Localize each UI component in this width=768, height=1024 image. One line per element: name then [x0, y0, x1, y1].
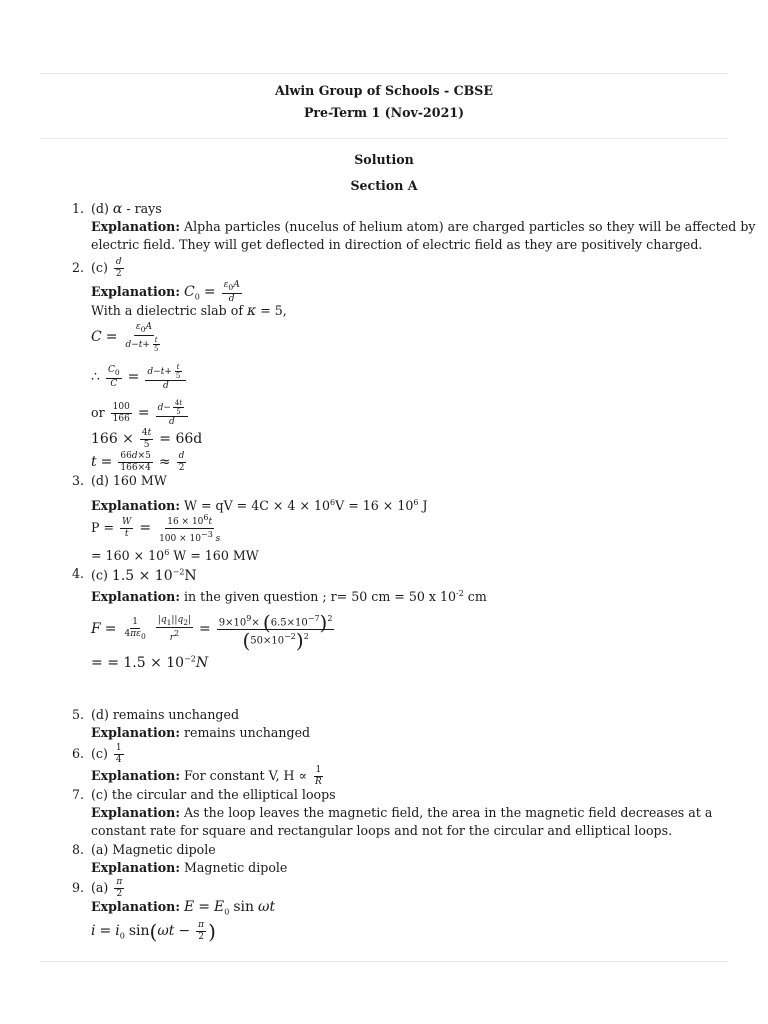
q8-explanation: Explanation: Magnetic dipole — [91, 860, 288, 875]
q2-dielectric-line: With a dielectric slab of κ = 5, — [91, 303, 287, 319]
q4-answer: (c) $1.5 \times 10^{-2}N$ — [91, 567, 197, 584]
q5-number: 5. — [71, 707, 84, 722]
q2-answer: (c) $\frac{d}{2}$ — [91, 257, 122, 279]
q4-number: 4. — [71, 566, 84, 581]
q9-answer: (a) $\frac{\pi}{2}$ — [91, 877, 123, 899]
header-rule — [40, 138, 728, 139]
q7-explanation-cont: constant rate for square and rectangular loops and not for the circular and elliptical loops. — [91, 823, 673, 838]
q6-explanation: Explanation: For constant V, H ∝ $\frac{1}{R}$ — [91, 765, 322, 787]
q5-answer: (d) remains unchanged — [91, 707, 240, 722]
exam-title: Pre-Term 1 (Nov-2021) — [303, 105, 465, 120]
q2-ratio-formula: ∴ $\frac{C_0}{C}$ = d−t+ $\frac{t}{5}$ d — [91, 360, 188, 394]
q3-explanation: Explanation: W = qV = $4C \times 4 \times 10^6V = 16 \times 10^6$ J — [91, 498, 428, 514]
q1-explanation-cont: electric field. They will get deflected in direction of electric field as they are positively charged. — [91, 237, 703, 252]
q7-number: 7. — [71, 787, 84, 802]
q8-number: 8. — [71, 842, 84, 857]
q4-force-formula: F = $\frac{1}{4\pi\varepsilon_0}$ $\frac{|q_1||q_2|}{r^2}$ = $\frac{9\times 10^9\times (6.5\times 10^{-7})^2}{(50\times 10^{-2})^2}$ — [91, 610, 333, 653]
q8-answer: (a) Magnetic dipole — [91, 842, 216, 857]
q1-explanation: Explanation: Alpha particles (nucelus of helium atom) are charged particles so they will be affected by — [91, 219, 756, 234]
q2-number: 2. — [71, 260, 84, 275]
q3-answer: (d) 160 MW — [91, 473, 167, 488]
q2-step-formula: 166 × $\frac{4t}{5}$ = 66d — [91, 428, 203, 450]
q6-answer: (c) $\frac{1}{4}$ — [91, 743, 122, 765]
q3-power-formula: P = $\frac{W}{t}$ = $\frac{16 \times 10^6t}{100 \times 10^{-3} s}$ — [91, 513, 221, 544]
top-rule — [40, 73, 728, 74]
q2-capacitance-formula: C = $\varepsilon_0A$ d−t+ $\frac{t}{5}$ — [91, 322, 159, 353]
q5-explanation: Explanation: remains unchanged — [91, 725, 311, 740]
school-title: Alwin Group of Schools - CBSE — [274, 83, 493, 98]
q3-result: = $160 \times 10^6$ W = 160 MW — [91, 548, 259, 564]
q3-number: 3. — [71, 473, 84, 488]
q1-answer: (d) α - rays — [91, 201, 162, 217]
q4-explanation: Explanation: in the given question ; r= 50 cm = 50 x $10^{-2}$ cm — [91, 589, 487, 605]
q2-t-formula: t = $\frac{66d\times 5}{166\times 4}$ ≈ $\frac{d}{2}$ — [91, 451, 185, 473]
q6-number: 6. — [71, 746, 84, 761]
bottom-rule — [40, 961, 728, 962]
q4-result: = = $1.5 \times 10^{-2}N$ — [91, 654, 209, 671]
q7-explanation: Explanation: As the loop leaves the magnetic field, the area in the magnetic field decreases at a — [91, 805, 713, 820]
q9-explanation: Explanation: $E = E_0$ sin ωt — [91, 899, 276, 917]
section-heading: Section A — [350, 178, 418, 193]
q2-explanation: Explanation: $C_0$ = $\frac{\varepsilon_0A}{d}$ — [91, 280, 240, 304]
solution-heading: Solution — [354, 152, 414, 167]
q2-or-formula: or $\frac{100}{166}$ = d− $\frac{4t}{5}$ d — [91, 396, 190, 430]
q7-answer: (c) the circular and the elliptical loops — [91, 787, 336, 802]
q9-number: 9. — [71, 880, 84, 895]
q1-number: 1. — [71, 201, 84, 216]
q9-current-formula: $i = i_0$ sin(ωt − $\frac{\pi}{2}$ ) — [91, 919, 216, 944]
